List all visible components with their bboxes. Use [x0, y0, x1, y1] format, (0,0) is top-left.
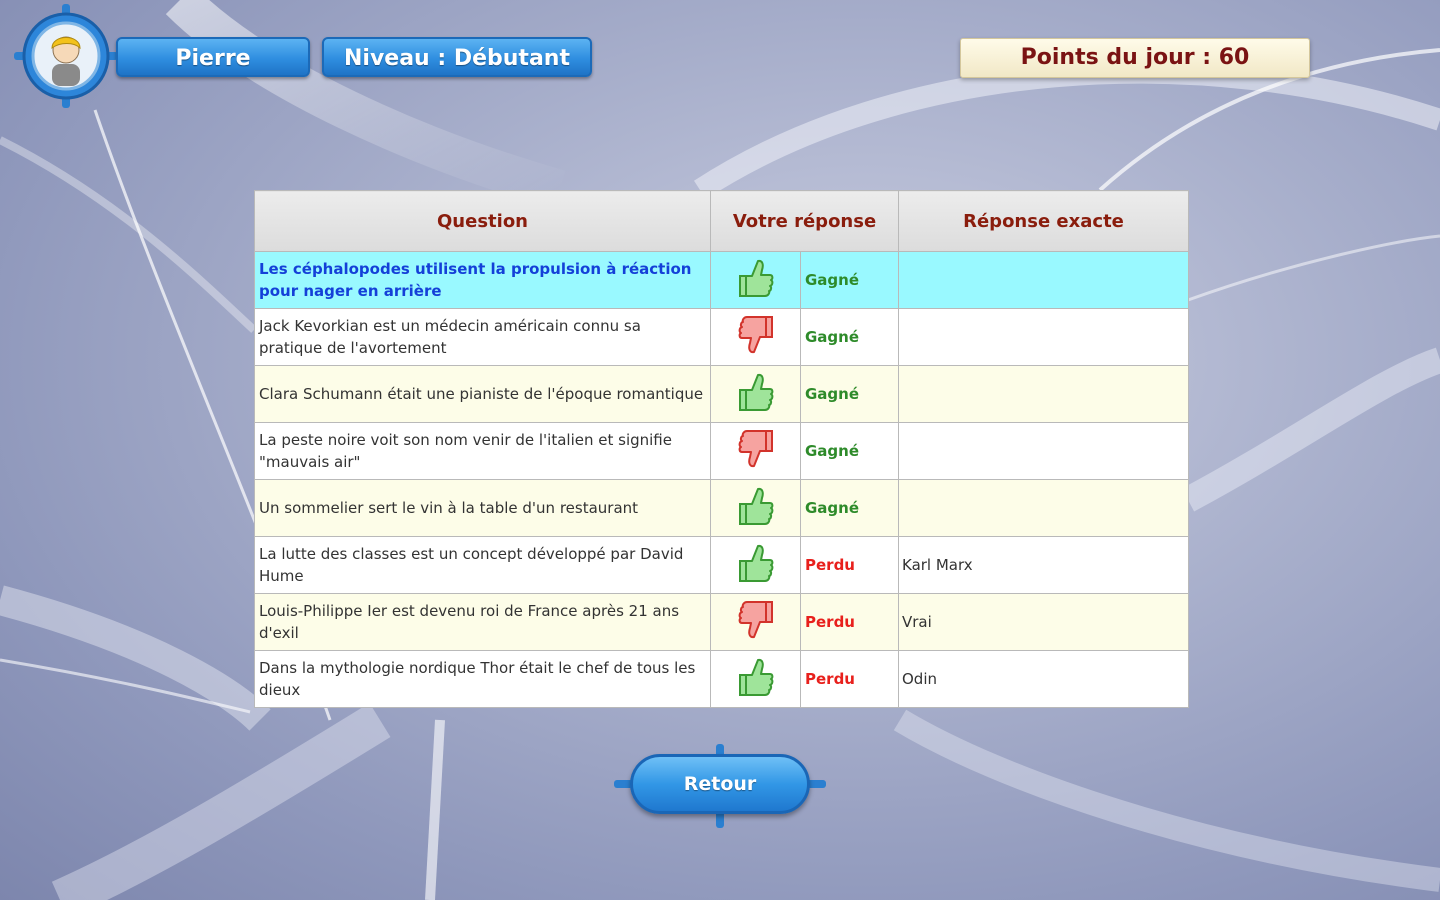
exact-answer-cell: Karl Marx	[899, 537, 1189, 594]
question-cell: Un sommelier sert le vin à la table d'un restaurant	[255, 480, 711, 537]
answer-icon-cell	[711, 423, 801, 480]
thumbs-down-icon	[738, 455, 774, 473]
table-row[interactable]	[255, 423, 1189, 480]
retour-button-frame	[614, 744, 826, 828]
thumbs-up-icon	[738, 398, 774, 416]
header-question: Question	[255, 191, 711, 252]
header-exact-answer: Réponse exacte	[899, 191, 1189, 252]
result-cell: Gagné	[801, 423, 899, 480]
question-cell: Jack Kevorkian est un médecin américain connu sa pratique de l'avortement	[255, 309, 711, 366]
question-cell: Les céphalopodes utilisent la propulsion à réaction pour nager en arrière	[255, 252, 711, 309]
answer-icon-cell	[711, 252, 801, 309]
thumbs-down-icon	[738, 341, 774, 359]
table-row[interactable]	[255, 594, 1189, 651]
question-cell: La lutte des classes est un concept développé par David Hume	[255, 537, 711, 594]
result-cell: Perdu	[801, 651, 899, 708]
answer-icon-cell	[711, 480, 801, 537]
question-cell: Louis-Philippe Ier est devenu roi de France après 21 ans d'exil	[255, 594, 711, 651]
exact-answer-cell: Odin	[899, 651, 1189, 708]
thumbs-up-icon	[738, 512, 774, 530]
thumbs-up-icon	[738, 284, 774, 302]
header-your-answer: Votre réponse	[711, 191, 899, 252]
result-cell: Gagné	[801, 252, 899, 309]
exact-answer-cell	[899, 366, 1189, 423]
exact-answer-cell	[899, 309, 1189, 366]
table-row[interactable]	[255, 651, 1189, 708]
table-row[interactable]	[255, 537, 1189, 594]
table-header	[255, 191, 1189, 252]
result-cell: Gagné	[801, 309, 899, 366]
result-cell: Gagné	[801, 480, 899, 537]
results-table	[254, 190, 1189, 708]
question-cell: Dans la mythologie nordique Thor était le chef de tous les dieux	[255, 651, 711, 708]
thumbs-up-icon	[738, 569, 774, 587]
table-row[interactable]	[255, 366, 1189, 423]
answer-icon-cell	[711, 366, 801, 423]
answer-icon-cell	[711, 651, 801, 708]
table-row[interactable]	[255, 252, 1189, 309]
level-badge: Niveau : Débutant	[322, 37, 592, 77]
player-name-badge: Pierre	[116, 37, 310, 77]
thumbs-down-icon	[738, 626, 774, 644]
result-cell: Gagné	[801, 366, 899, 423]
question-cell: La peste noire voit son nom venir de l'italien et signifie "mauvais air"	[255, 423, 711, 480]
avatar-icon	[14, 4, 118, 108]
table-row[interactable]	[255, 480, 1189, 537]
answer-icon-cell	[711, 309, 801, 366]
exact-answer-cell	[899, 480, 1189, 537]
result-cell: Perdu	[801, 537, 899, 594]
answer-icon-cell	[711, 594, 801, 651]
player-avatar[interactable]	[14, 4, 118, 108]
thumbs-up-icon	[738, 683, 774, 701]
result-cell: Perdu	[801, 594, 899, 651]
exact-answer-cell	[899, 252, 1189, 309]
exact-answer-cell	[899, 423, 1189, 480]
daily-points: Points du jour : 60	[960, 38, 1310, 78]
retour-button[interactable]: Retour	[630, 754, 810, 814]
question-cell: Clara Schumann était une pianiste de l'époque romantique	[255, 366, 711, 423]
answer-icon-cell	[711, 537, 801, 594]
exact-answer-cell: Vrai	[899, 594, 1189, 651]
table-row[interactable]	[255, 309, 1189, 366]
